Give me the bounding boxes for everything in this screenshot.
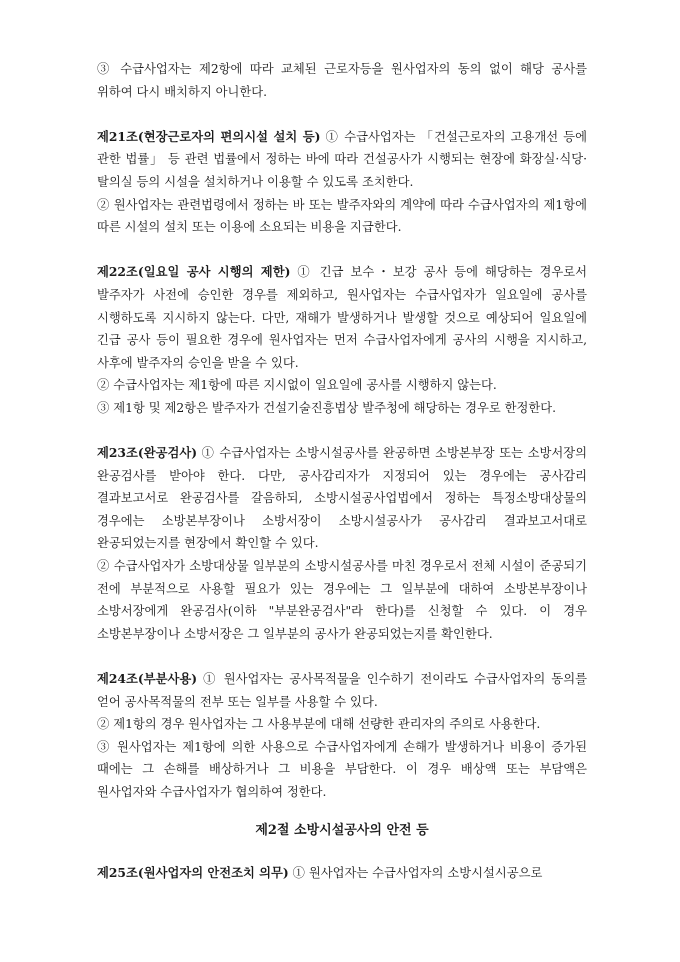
article-23 [97,442,587,645]
article-22-para-2: ② 수급사업자는 제1항에 따른 지시없이 일요일에 공사를 시행하지 않는다. [97,378,497,393]
article-25 [97,862,587,885]
paragraph-intro [97,58,587,103]
article-24-para-1 [97,668,587,713]
article-22-para-3: ③ 제1항 및 제2항은 발주자가 건설기술진흥법상 발주청에 해당하는 경우로 한정한다. [97,400,557,415]
article-22-text-1: ① 긴급 보수・보강 공사 등에 해당하는 경우로서 발주자가 사전에 승인한 경우를 제외하고, 원사업자는 수급사업자가 일요일에 공사를 시행하도록 지시하지 않는다. 다만, 재해가 발생하거나 발생할 것으로 예상되어 일요일에 긴급 공사 등이 필요한 경우에 원사업자는 먼저 수급사업자에게 공사의 시행을 지시하고, 사후에 발주자의 승인을 받을 수 있다. [97,265,587,370]
article-23-para-2: ② 수급사업자가 소방대상물 일부분의 소방시설공사를 마친 경우로서 전체 시설이 준공되기 전에 부분적으로 사용할 필요가 있는 경우에는 그 일부분에 대하여 소방본부장이나 소방서장에게 완공검사(이하 "부분완공검사"라 한다)를 신청할 수 있다. 이 경우 소방본부장이나 소방서장은 그 일부분의 공사가 완공되었는지를 확인한다. [97,559,587,641]
article-23-text-1: ① 수급사업자는 소방시설공사를 완공하면 소방본부장 또는 소방서장의 완공검사를 받아야 한다. 다만, 공사감리자가 지정되어 있는 경우에는 공사감리 결과보고서로 완공검사를 갈음하되, 소방시설공사업법에서 정하는 특정소방대상물의 경우에는 소방본부장이나 소방서장이 소방시설공사가 공사감리 결과보고서대로 완공되었는지를 현장에서 확인할 수 있다. [97,446,587,551]
article-22-heading: 제22조(일요일 공사 시행의 제한) [97,264,291,280]
article-22-para-1 [97,261,587,374]
article-25-para-1 [97,862,587,885]
article-22 [97,261,587,419]
intro-text: ③ 수급사업자는 제2항에 따라 교체된 근로자등을 원사업자의 동의 없이 해당 공사를 위하여 다시 배치하지 아니한다. [97,62,587,99]
article-24-heading: 제24조(부분사용) [97,671,198,687]
article-21 [97,126,587,239]
article-23-heading: 제23조(완공검사) [97,445,198,461]
article-23-para-1 [97,442,587,555]
article-25-text-1: ① 원사업자는 수급사업자의 소방시설시공으로 [288,865,543,880]
article-24-para-3: ③ 원사업자는 제1항에 의한 사용으로 수급사업자에게 손해가 발생하거나 비용이 증가된 때에는 그 손해를 배상하거나 그 비용을 부담한다. 이 경우 배상액 또는 부담액은 원사업자와 수급사업자가 협의하여 정한다. [97,739,587,799]
document-page [97,58,587,884]
article-21-para-1 [97,126,587,194]
article-24 [97,668,587,804]
article-21-text-1: ① 수급사업자는 「건설근로자의 고용개선 등에 관한 법률」 등 관련 법률에서 정하는 바에 따라 건설공사가 시행되는 현장에 화장실·식당·탈의실 등의 시설을 설치하거나 이용할 수 있도록 조치한다. [97,129,587,189]
article-21-heading: 제21조(현장근로자의 편의시설 설치 등) [97,128,321,144]
article-24-para-2: ② 제1항의 경우 원사업자는 그 사용부분에 대해 선량한 관리자의 주의로 사용한다. [97,717,541,732]
article-25-heading: 제25조(원사업자의 안전조치 의무) [97,864,289,880]
article-24-text-1: ① 원사업자는 공사목적물을 인수하기 전이라도 수급사업자의 동의를 얻어 공사목적물의 전부 또는 일부를 사용할 수 있다. [97,672,587,709]
section-title: 제2절 소방시설공사의 안전 등 [255,822,429,838]
article-21-para-2: ② 원사업자는 관련법령에서 정하는 바 또는 발주자와의 계약에 따라 수급사업자의 제1항에 따른 시설의 설치 또는 이용에 소요되는 비용을 지급한다. [97,197,587,235]
